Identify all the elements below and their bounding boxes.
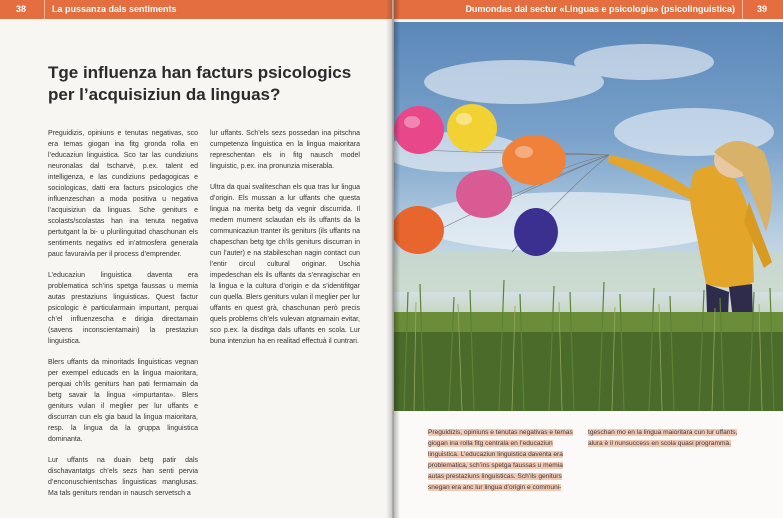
page-number-right: 39 [756,4,767,14]
paragraph: Blers uffants da minoritads linguisticas vegnan per exempel educads en la lingua maioritara, perquai ch’ils geniturs han pati fermamain da betg savair la lingua «impurtanta». Blers geniturs vulan il meglier per lur uffants e discurran cun els gia baud la lingua maioritara, resp. la lingua da la gruppa linguistica dominanta. [48,359,198,443]
photo-illustration [394,22,783,411]
photo-caption-col2 [588,427,738,449]
paragraph: Lur uffants na duain betg patir dals dischavantatgs ch’els sezs han senti pervia d’enconuschientschas linguisticas manglusas. Ma tals geniturs rendan in nausch servetsch a [48,457,198,497]
page-heading: Tge influenza han facturs psicologics per l’acquisiziun da linguas? [48,63,352,104]
photo-caption-col1 [428,427,580,493]
paragraph: Preguidizis, opiniuns e tenutas negativas, sco era temas giogan ina fitg gronda rolla en l’educaziun linguistica. Sco tar las cundiziuns neuronalas dal tscharvè, p.ex. talent ed intelligenza, e las cundiziuns pedagogicas e sociologicas, datti era facturs psicologics che influenzeschan a moda positiva u negativa l’acquisiziun da linguas. Sche geniturs e scolasts/scolastas han ina tenuta negativa pertutgant la bi- u plurilinguitad chaschunan els sentiments negativs ed in’atmosfera generala pauc favuraivla per il process d’emprender. [48,130,198,258]
paragraph: Ultra da quai svaliteschan els qua tras lur lingua d’origin. Els mussan a lur uffants che questa lingua na merita betg da vegnir discurrida. Il medem mument sclaudan els ils uffants da la communicaziun tranter ils geniturs (ils uffants na chapeschan betg tge ch’ils geniturs discurran in cun l’auter) e na stabileschan nagin contact cun l’entir circul cultural originar. Uschia impedeschan els ils uffants da s’enragischar en la lingua e la cultura d’origin e da s’identifitgar cun quella. Blers geniturs vulan il meglier per lur uffants en quest grà, chaschunan però precis quels problems ch’els vulevan atgnamain evitar, sco p.ex. la disditga dals uffants en scola. Lur buna intenziun ha en realitad effectuà il cuntrari. [210,184,360,345]
paragraph: lur uffants. Sch’els sezs possedan ina pitschna cumpetenza linguistica en la lingua maioritara represchentan els in fitg nausch model linguistic, p.ex. ina pronunzia miserabla. [210,130,360,170]
balloons-girl-photo [394,22,783,411]
right-page-header [394,0,783,19]
caption-text: tgeschan mo en la lingua maioritara cun lur uffants, alura è il nunsuccess en scola quasi programmà. [588,429,738,447]
header-divider [44,0,45,19]
section-title: Dumondas dal sectur «Linguas e psicologia» (psicolinguistica) [465,4,735,14]
page-number-left: 38 [16,4,27,14]
paragraph: L’educaziun linguistica daventa era problematica sch’ins spetga faussas u memia autas prestaziuns linguisticas. Quest factur psicologic è particularmain impurtant, perquai ch’el influenzescha e dirigia directamain (savens inconscientamain) la prestaziun linguistica. [48,272,198,345]
header-divider [742,0,743,19]
chapter-title: La pussanza dals sentiments [52,4,177,14]
right-page [394,0,783,518]
caption-text: Preguidizis, opiniuns e tenutas negativas e temas giogan ina rolla fitg centrala en l’educaziun linguistica. L’educaziun linguistica daventa era problematica, sch’ins spetga faussas u memia autas prestaziuns linguisticas. Sch’ils geniturs snegan era anc lur lingua d’origin e communi- [428,429,573,491]
text-column-1 [48,128,198,509]
text-column-2 [210,128,360,357]
book-gutter [386,0,400,518]
left-page-header [0,0,392,19]
